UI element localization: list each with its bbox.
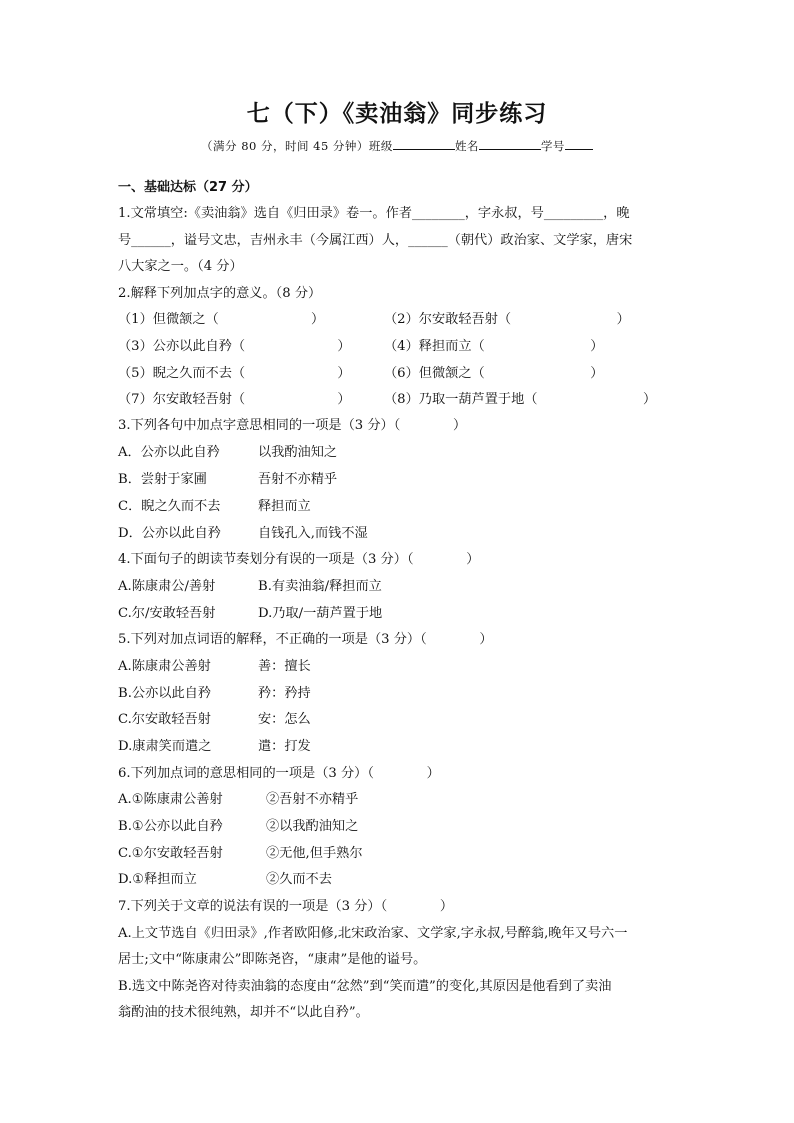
q4-stem: 4.下面句子的朗读节奏划分有误的一项是（3 分）（ ）	[118, 552, 480, 567]
q6-stem: 6.下列加点词的意思相同的一项是（3 分）（ ）	[118, 766, 440, 781]
q4-option: A.陈康肃公/善射	[118, 579, 216, 594]
q4-option: D.乃取/一葫芦置于地	[258, 606, 383, 621]
q2-item: （8）乃取一葫芦置于地（ ）	[384, 392, 657, 407]
q2-item: （5）睨之久而不去（ ）	[118, 366, 351, 381]
q6-option: B.①公亦以此自矜	[118, 819, 223, 834]
q2-item: （4）释担而立（ ）	[384, 339, 604, 354]
q3-option: C．睨之久而不去	[118, 499, 221, 514]
q6-option-pair: ②以我酌油知之	[266, 819, 359, 834]
q7-option-b-line-2: 翁酌油的技术很纯熟，却并不“以此自矜”。	[118, 1005, 369, 1020]
id-label: 学号	[540, 139, 565, 153]
q4-option: C.尔/安敢轻吾射	[118, 606, 216, 621]
q5-option: B.公亦以此自矜	[118, 686, 212, 701]
name-label: 姓名	[454, 139, 479, 153]
q1-line-1: 1.文常填空:《卖油翁》选自《归田录》卷一。作者________，字永叔，号_________，晚	[118, 206, 630, 221]
q7-option-a-line-1: A.上文节选自《归田录》,作者欧阳修,北宋政治家、文学家,字永叔,号醉翁,晚年又号六一	[118, 926, 628, 941]
q5-option: C.尔安敢轻吾射	[118, 712, 211, 727]
id-blank[interactable]	[565, 137, 593, 150]
name-blank[interactable]	[479, 137, 541, 150]
q5-option-meaning: 矜：矜持	[258, 686, 311, 701]
q4-option: B.有卖油翁/释担而立	[258, 579, 382, 594]
class-blank[interactable]	[393, 137, 455, 150]
q7-option-b-line-1: B.选文中陈尧咨对待卖油翁的态度由“忿然”到“笑而遣”的变化,其原因是他看到了卖油	[118, 979, 612, 994]
q5-option: D.康肃笑而遣之	[118, 739, 212, 754]
subtitle-prefix: （满分 80 分，时间 45 分钟）班级	[201, 139, 393, 153]
q2-item: （2）尔安敢轻吾射（ ）	[384, 312, 630, 327]
q5-option-meaning: 遣：打发	[258, 739, 311, 754]
q3-option-pair: 吾射不亦精乎	[258, 472, 338, 487]
q2-item: （7）尔安敢轻吾射（ ）	[118, 392, 351, 407]
q6-option: D.①释担而立	[118, 872, 197, 887]
q3-option-pair: 释担而立	[258, 499, 311, 514]
q5-option-meaning: 安：怎么	[258, 712, 311, 727]
q5-option-meaning: 善：擅长	[258, 659, 311, 674]
q5-stem: 5.下列对加点词语的解释，不正确的一项是（3 分）（ ）	[118, 632, 493, 647]
q3-option: D．公亦以此自矜	[118, 526, 221, 541]
q5-option: A.陈康肃公善射	[118, 659, 211, 674]
q2-item: （6）但微颔之（ ）	[384, 366, 604, 381]
q1-line-2: 号______，谥号文忠，吉州永丰（今属江西）人，______（朝代）政治家、文学家，唐宋	[118, 233, 633, 248]
q7-option-a-line-2: 居士;文中“陈康肃公”即陈尧咨，“康肃”是他的谥号。	[118, 952, 427, 967]
q7-stem: 7.下列关于文章的说法有误的一项是（3 分）（ ）	[118, 899, 454, 914]
q6-option: A.①陈康肃公善射	[118, 792, 223, 807]
q1-line-3: 八大家之一。（4 分）	[118, 259, 243, 274]
q3-option-pair: 自钱孔入,而钱不湿	[258, 526, 368, 541]
q3-option: B．尝射于家圃	[118, 472, 207, 487]
q6-option: C.①尔安敢轻吾射	[118, 846, 223, 861]
section-heading: 一、基础达标（27 分）	[118, 180, 258, 195]
q6-option-pair: ②吾射不亦精乎	[266, 792, 359, 807]
q6-option-pair: ②无他,但手熟尔	[266, 846, 363, 861]
q3-option-pair: 以我酌油知之	[258, 445, 338, 460]
q3-option: A．公亦以此自矜	[118, 445, 220, 460]
q3-stem: 3.下列各句中加点字意思相同的一项是（3 分）（ ）	[118, 418, 467, 433]
q2-item: （3）公亦以此自矜（ ）	[118, 339, 351, 354]
q2-stem: 2.解释下列加点字的意义。（8 分）	[118, 286, 322, 301]
q6-option-pair: ②久而不去	[266, 872, 332, 887]
q2-item: （1）但微颔之（ ）	[118, 312, 325, 327]
page-subtitle	[0, 137, 794, 154]
page-title: 七（下）《卖油翁》同步练习	[246, 101, 548, 127]
